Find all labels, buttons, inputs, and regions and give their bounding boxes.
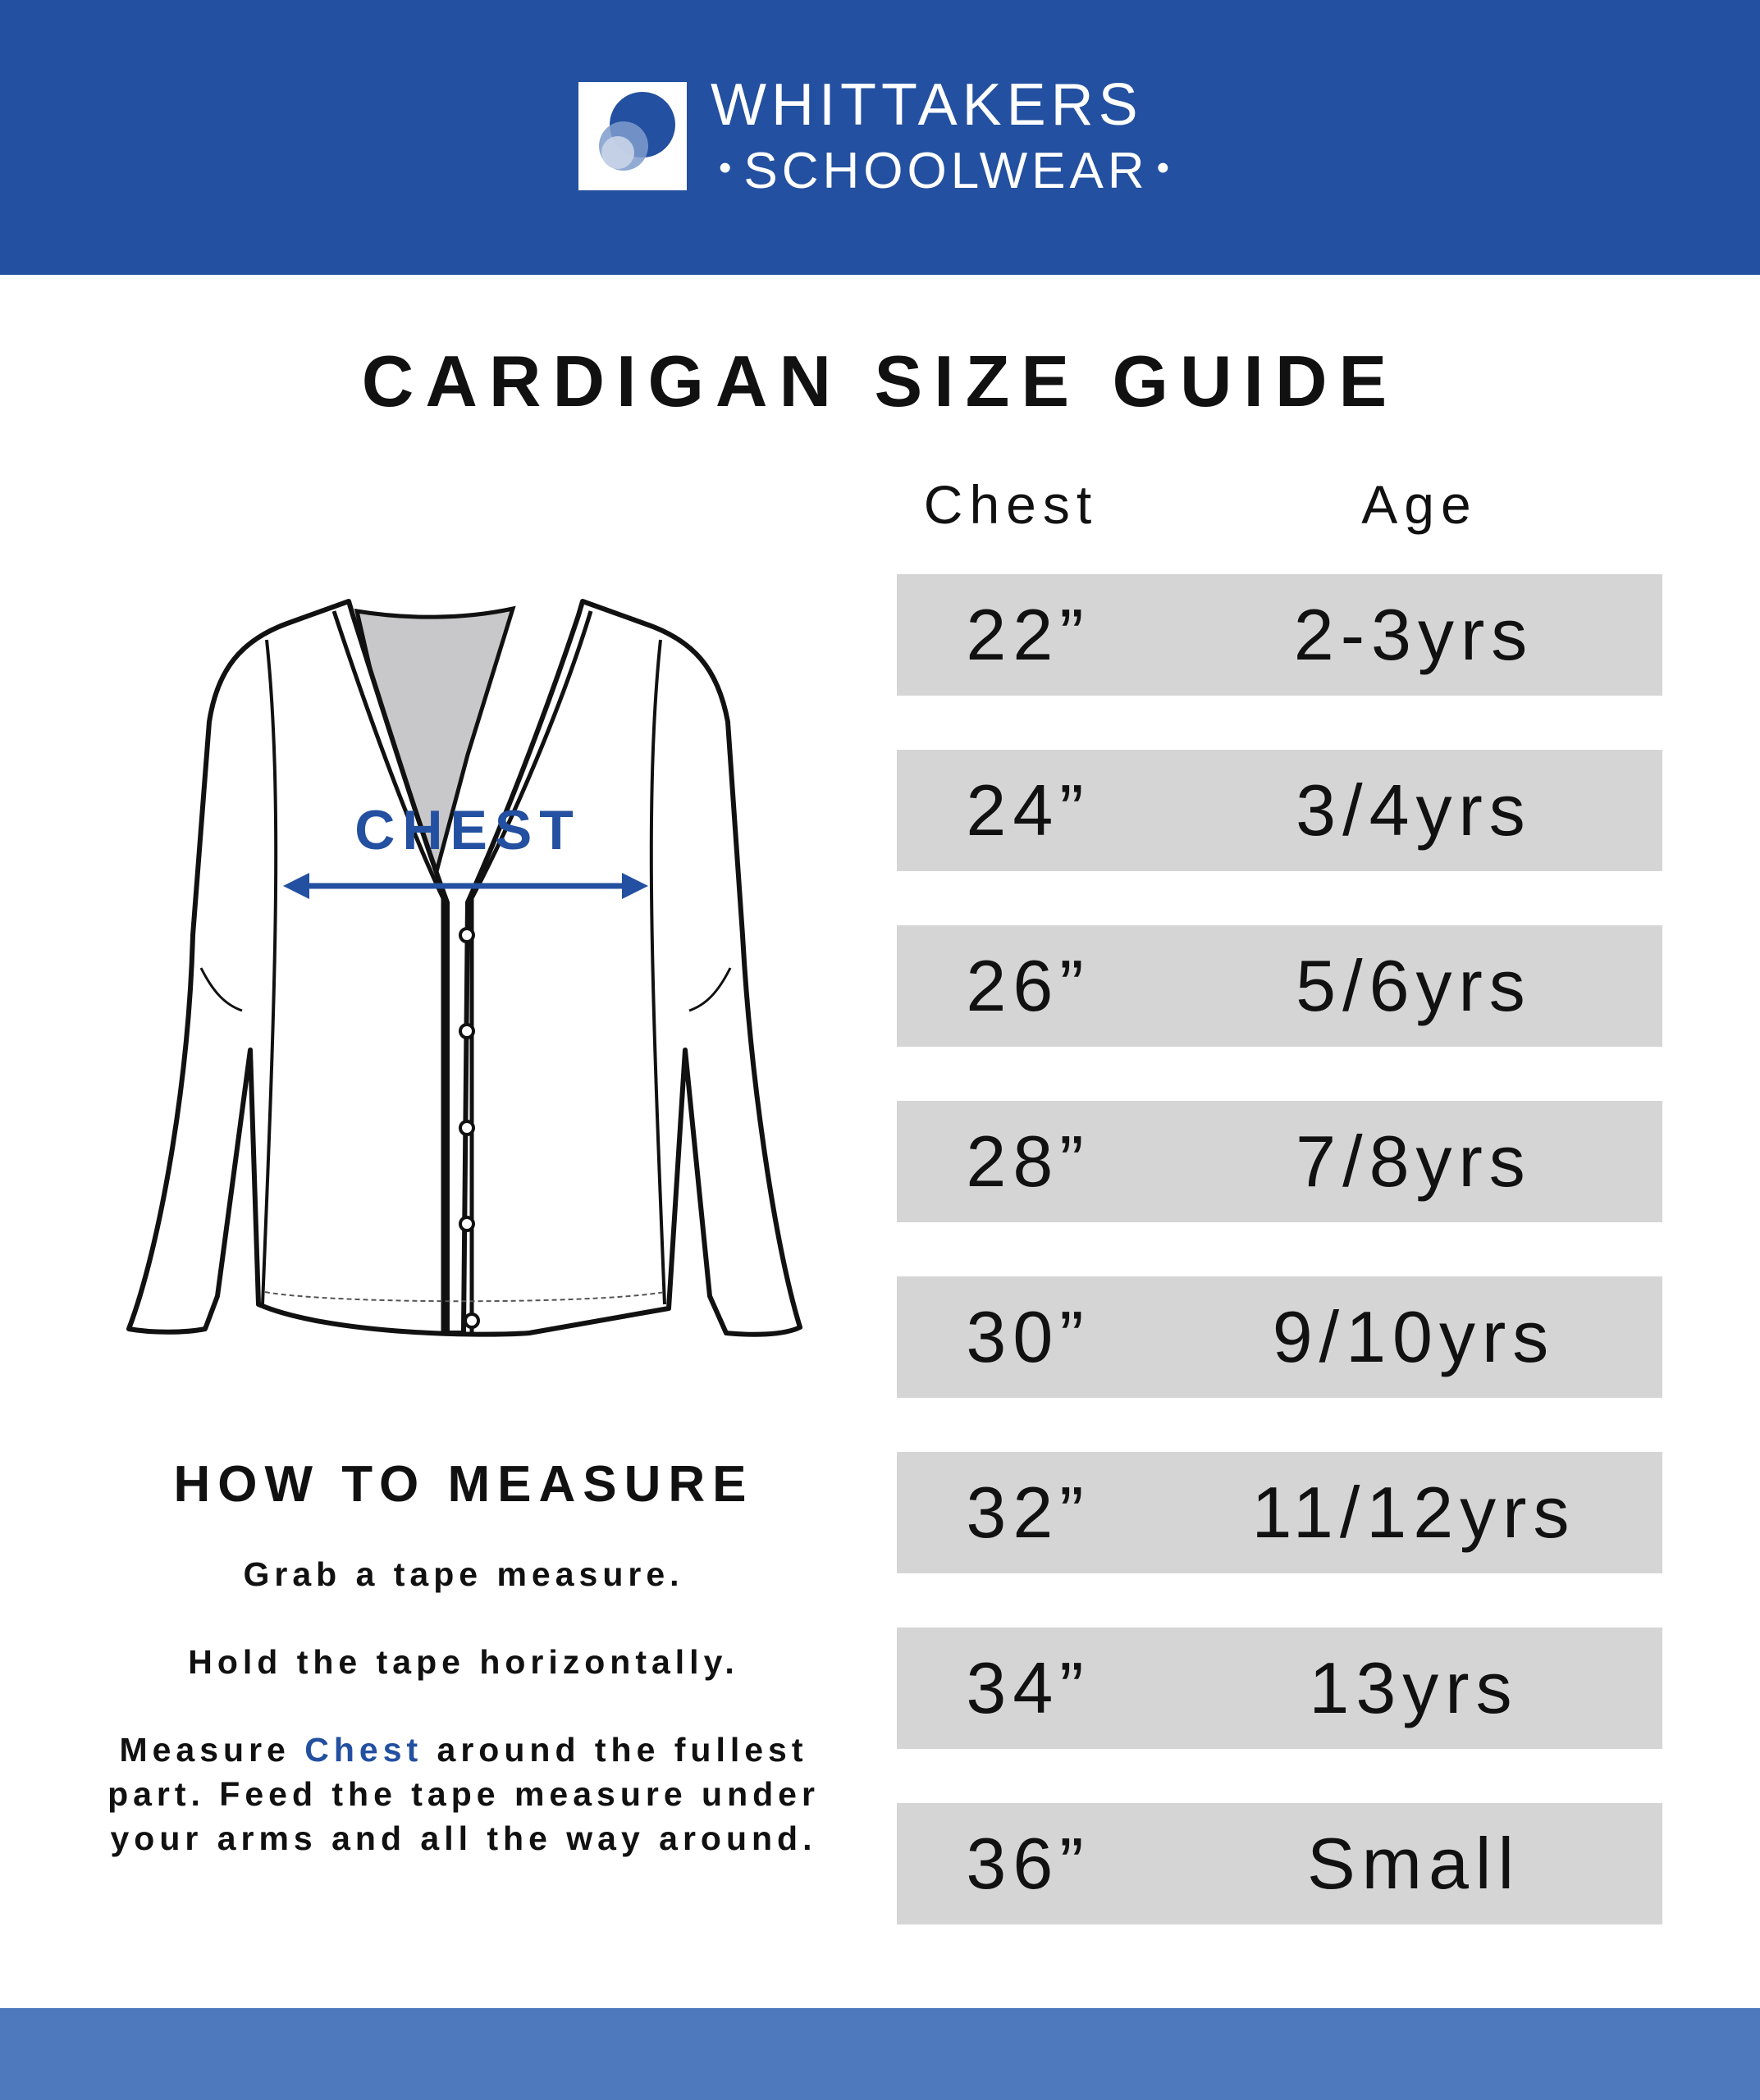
footer-banner xyxy=(0,2008,1760,2100)
chest-size: 26” xyxy=(966,945,1090,1026)
instruction-step-3 xyxy=(107,1728,821,1860)
chest-size: 32” xyxy=(966,1472,1090,1553)
age-range: Small xyxy=(1306,1823,1521,1904)
table-row xyxy=(897,750,1662,871)
cardigan-drawing xyxy=(119,591,812,1345)
brand-subname xyxy=(711,139,1182,200)
age-range: 11/12yrs xyxy=(1251,1472,1576,1553)
table-row xyxy=(897,1101,1662,1222)
chest-size: 30” xyxy=(966,1296,1090,1377)
chest-highlight: Chest xyxy=(304,1731,423,1769)
chest-size: 22” xyxy=(966,594,1090,675)
column-header-chest: Chest xyxy=(923,474,1099,535)
table-row xyxy=(897,1803,1662,1924)
table-row xyxy=(897,574,1662,696)
age-range: 2-3yrs xyxy=(1293,594,1534,675)
age-range: 9/10yrs xyxy=(1272,1296,1556,1377)
brand-name: WHITTAKERS xyxy=(711,72,1143,138)
table-row xyxy=(897,1276,1662,1398)
page-title: CARDIGAN SIZE GUIDE xyxy=(361,340,1399,422)
chest-size: 28” xyxy=(966,1121,1090,1202)
chest-size: 24” xyxy=(966,769,1090,851)
chest-label: CHEST xyxy=(354,799,581,861)
logo-icon xyxy=(578,82,687,190)
brand-dot-right: • xyxy=(1156,148,1174,188)
chest-size: 34” xyxy=(966,1647,1090,1728)
age-range: 13yrs xyxy=(1309,1647,1519,1728)
instruction-step-1: Grab a tape measure. xyxy=(243,1555,684,1593)
age-range: 5/6yrs xyxy=(1296,945,1532,1026)
step3-text-before: Measure xyxy=(119,1731,305,1769)
column-header-age: Age xyxy=(1361,474,1478,535)
age-range: 3/4yrs xyxy=(1296,769,1532,851)
brand-dot-left: • xyxy=(719,148,736,188)
age-range: 7/8yrs xyxy=(1296,1121,1532,1202)
table-row xyxy=(897,1628,1662,1749)
table-row xyxy=(897,1452,1662,1573)
instruction-step-2: Hold the tape horizontally. xyxy=(188,1643,739,1681)
chest-size: 36” xyxy=(966,1823,1090,1904)
brand-subname-text: SCHOOLWEAR xyxy=(743,143,1149,199)
table-row xyxy=(897,925,1662,1047)
header-banner xyxy=(0,0,1760,275)
how-to-measure-title: HOW TO MEASURE xyxy=(173,1456,754,1513)
step3-text-after: around the fullest part. Feed the tape measure under your arms and all the way around. xyxy=(107,1731,820,1857)
